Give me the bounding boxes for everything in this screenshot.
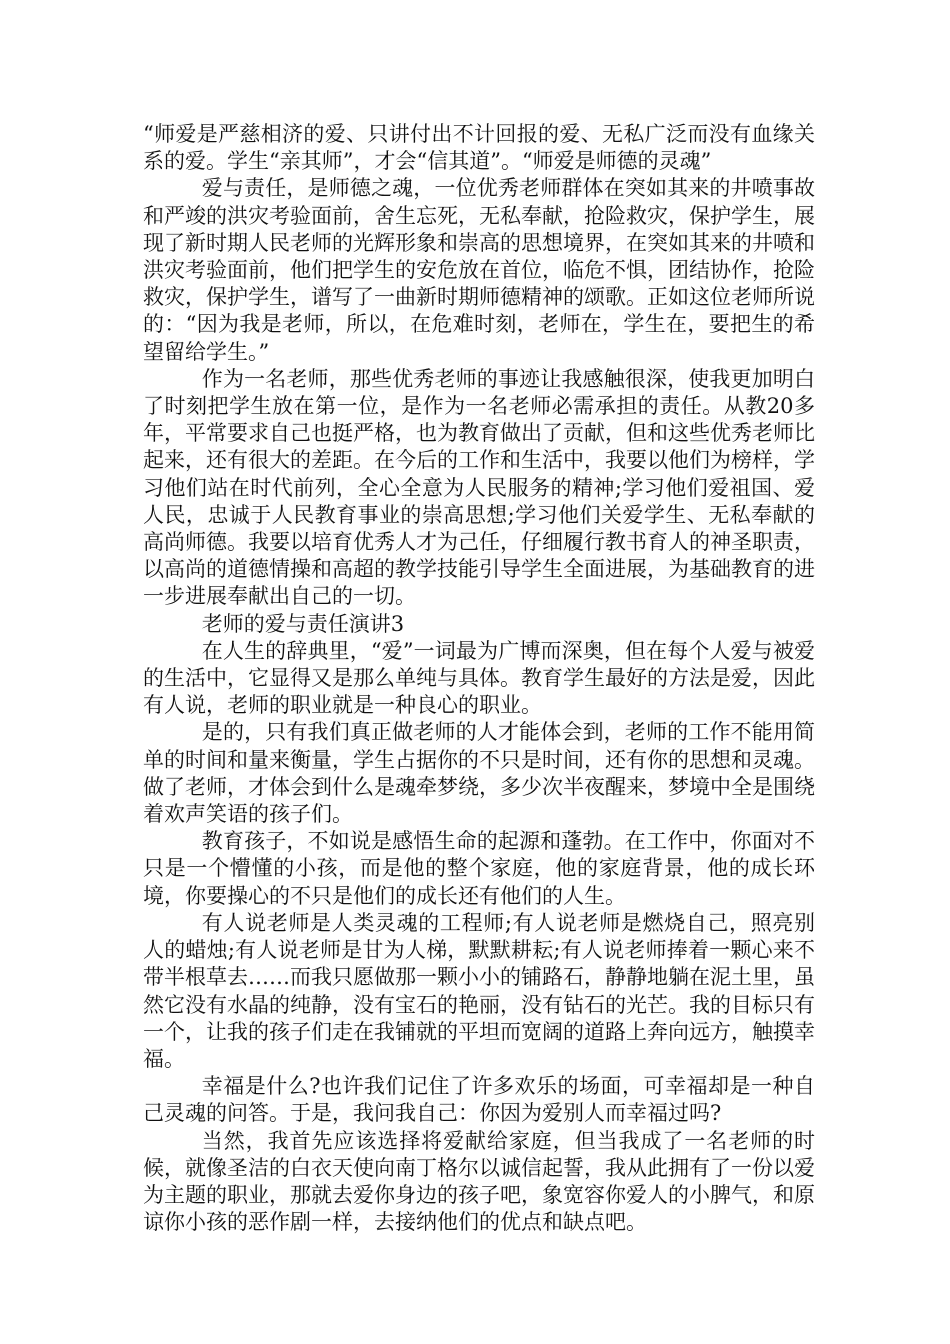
paragraph-educating-children: 教育孩子，不如说是感悟生命的起源和蓬勃。在工作中，你面对不只是一个懵懂的小孩，而是他的整个家庭，他的家庭背景，他的成长环境，你要操心的不只是他们的成长还有他们的人生。 <box>143 829 815 908</box>
paragraph-quote: “师爱是严慈相济的爱、只讲付出不计回报的爱、无私广泛而没有血缘关系的爱。学生“亲其师”，才会“信其道”。“师爱是师德的灵魂” <box>143 122 815 174</box>
paragraph-dictionary-of-life: 在人生的辞典里，“爱”一词最为广博而深奥，但在每个人爱与被爱的生活中，它显得又是那么单纯与具体。教育学生最好的方法是爱，因此有人说，老师的职业就是一种良心的职业。 <box>143 638 815 718</box>
document-body <box>143 121 815 1236</box>
paragraph-of-course: 当然，我首先应该选择将爱献给家庭，但当我成了一名老师的时候，就像圣洁的白衣天使向南丁格尔以诚信起誓，我从此拥有了一份以爱为主题的职业，那就去爱你身边的孩子吧，象宽容你爱人的小脾气，和原谅你小孩的恶作剧一样，去接纳他们的优点和缺点吧。 <box>143 1128 815 1235</box>
paragraph-love-responsibility: 爱与责任，是师德之魂，一位优秀老师群体在突如其来的井喷事故和严竣的洪灾考验面前，舍生忘死，无私奉献，抢险救灾，保护学生，展现了新时期人民老师的光辉形象和崇高的思想境界，在突如其来的井喷和洪灾考验面前，他们把学生的安危放在首位，临危不惧，团结协作，抢险救灾，保护学生，谱写了一曲新时期师德精神的颂歌。正如这位老师所说的：“因为我是老师，所以，在危难时刻，老师在，学生在，要把生的希望留给学生。” <box>143 176 815 364</box>
paragraph-what-is-happiness: 幸福是什么?也许我们记住了许多欢乐的场面，可幸福却是一种自己灵魂的问答。于是，我问我自己：你因为爱别人而幸福过吗? <box>143 1074 815 1126</box>
paragraph-as-a-teacher: 作为一名老师，那些优秀老师的事迹让我感触很深，使我更加明白了时刻把学生放在第一位，是作为一名老师必需承担的责任。从教20多年，平常要求自己也挺严格，也为教育做出了贡献，但和这些优秀老师比起来，还有很大的差距。在今后的工作和生活中，我要以他们为榜样，学习他们站在时代前列，全心全意为人民服务的精神;学习他们爱祖国、爱人民，忠诚于人民教育事业的崇高思想;学习他们关爱学生、无私奉献的高尚师德。我要以培育优秀人才为己任，仔细履行教书育人的神圣职责，以高尚的道德情操和高超的教学技能引导学生全面进展，为基础教育的进一步进展奉献出自己的一切。 <box>143 366 815 609</box>
section-heading: 老师的爱与责任演讲3 <box>201 611 405 636</box>
paragraph-some-say: 有人说老师是人类灵魂的工程师;有人说老师是燃烧自己，照亮别人的蜡烛;有人说老师是甘为人梯，默默耕耘;有人说老师捧着一颗心来不带半根草去……而我只愿做那一颗小小的铺路石，静静地躺在泥土里，虽然它没有水晶的纯静，没有宝石的艳丽，没有钻石的光芒。我的目标只有一个，让我的孩子们走在我铺就的平坦而宽阔的道路上奔向远方，触摸幸福。 <box>143 910 815 1071</box>
paragraph-yes-only-teachers: 是的，只有我们真正做老师的人才能体会到，老师的工作不能用简单的时间和量来衡量，学生占据你的不只是时间，还有你的思想和灵魂。做了老师，才体会到什么是魂牵梦绕，多少次半夜醒来，梦境中全是围绕着欢声笑语的孩子们。 <box>143 720 815 827</box>
